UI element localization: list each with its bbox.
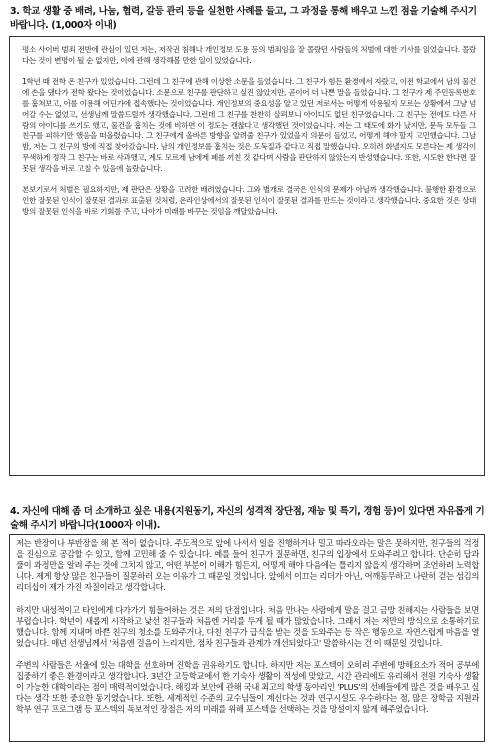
question-4-answer-box xyxy=(9,534,485,742)
question-3-title: 3. 학교 생활 중 배려, 나눔, 협력, 갈등 관리 등을 실천한 사례를 들고, 그 과정을 통해 배우고 느낀 점을 기술해 주시기 바랍니다. (1,000자 이내) xyxy=(10,6,477,31)
q4-paragraph-2: 하지만 내성적이고 타인에게 다가가기 힘들어하는 것은 저의 단점입니다. 처음 만나는 사람에게 말을 걸고 금방 친해지는 사람들을 보면 부럽습니다. 학년이 새롭게 시작하고 낯선 친구들과 처음엔 거리를 두게 될 때가 많았습니다. 그래서 저는 저만의 방식으로 소통하기로 했습니다. 함께 지내며 바쁜 친구의 청소를 도와주거나, 다친 친구가 급식을 받는 것을 도와주는 등 작은 행동으로 자연스럽게 마음을 열었습니다. 매년 선생님께서 '처음엔 걸음이 느리지만, 점차 친구들과 관계가 개선되었다고' 말씀하시는 건 이 때문일 것입니다. xyxy=(16,604,479,648)
q4-paragraph-3: 주변의 사람들은 서울에 있는 대학을 선호하며 진학을 권유하기도 합니다. 하지만 저는 포스텍이 오히려 주변에 방해요소가 적어 공부에 집중하기 좋은 환경이라고 생각합니다. 3년간 고등학교에서 한 기숙사 생활이 적성에 맞았고, 시간 관리에도 유리해서 전원 기숙사 생활이 가능한 대학이라는 점이 매력적이었습니다. 해킹과 보안에 관해 국내 최고의 학생 동아리인 'PLUS'의 선배들에게 많은 것을 배우고 싶다는 생각 또한 중요한 동기였습니다. 또한, 세계적인 수준의 교수님들이 계신다는 것과 연구시설도 우수하다는 점, 많은 장학금 지원과 학부 연구 프로그램 등 포스텍의 독보적인 장점은 저의 미래를 위해 포스텍을 선택하는 것을 망설이지 않게 해주었습니다. xyxy=(16,660,479,715)
question-4-title: 4. 자신에 대해 좀 더 소개하고 싶은 내용(지원동기, 자신의 성격적 장단점, 재능 및 특기, 경험 등)이 있다면 자유롭게 기술해 주시기 바랍니다(1000자 이내). xyxy=(10,506,485,531)
q3-paragraph-2: 1학년 때 전학 온 친구가 있었습니다. 그런데 그 친구에 관해 이상한 소문을 들었습니다. 그 친구가 힘든 환경에서 자랐고, 이전 학교에서 남의 물건에 손을 댔다가 전학 왔다는 것이었습니다. 소문으로 친구를 판단하고 싶진 않았지만, 곧이어 더 나쁜 말을 들었습니다. 그 친구가 제 주민등록번호를 훔쳐보고, 이를 이용해 어딘가에 접속했다는 것이었습니다. 개인정보의 중요성을 알고 있던 저로서는 어떻게 악용될지 모르는 상황에서 그냥 넘어갈 수는 없었고, 선생님께 말씀드릴까 생각했습니다. 그런데 그 친구를 찬찬히 살펴보니 아이디도 없던 친구였습니다. 그 친구는 전에도 다른 사람의 아이디를 쓰기도 했고, 물건을 훔치는 것에 비하면 이 정도는 괜찮다고 생각했던 것이었습니다. 저는 그 태도에 화가 났지만, 문득 모두들 그 친구를 피하기만 했음을 떠올렸습니다. 그 친구에게 올바른 방향을 알려줄 친구가 있었을지 의문이 들었고, 어떻게 해야 할지 고민했습니다. 그날 밤, 저는 그 친구의 방에 직접 찾아갔습니다. 남의 개인정보를 훔치는 것은 도둑질과 같다고 직접 말했습니다. 오히려 화낼지도 모른다는 제 생각이 무색하게 정작 그 친구는 바로 사과했고, 계도 모르게 남에게 폐를 끼친 것 같다며 사람을 판단하지 않았는지 반성했습니다. 또한, 시도한 한다면 잘못된 생각을 바로 고칠 수 있음에 놀랐습니다. xyxy=(22,77,476,173)
q3-paragraph-3: 본보기로서 처벌은 필요하지만, 제 판단은 상황을 고려한 배려였습니다. 그와 별개로 결국은 인식의 문제가 아닐까 생각했습니다. 불행한 환경으로 인한 잘못된 인식이 잘못된 결과로 표출된 것처럼, 온라인상에서의 잘못된 인식이 잘못된 결과를 만드는 것이라고 생각했습니다. 중요한 것은 상대방의 잘못된 인식을 바로 기회를 주고, 나아가 미래를 바꾸는 것임을 깨달았습니다. xyxy=(22,185,476,216)
q4-paragraph-1: 저는 반장이나 부반장을 해 본 적이 없습니다. 주도적으로 앞에 나서서 일을 진행하거나 밀고 따라오라는 말은 못하지만, 친구들의 걱정을 진심으로 공감할 수 있고, 함께 고민해 줄 수 있습니다. 예를 들어 친구가 질문하면, 친구의 입장에서 도와주려고 합니다. 단순히 답과 풀이 과정만을 알려 주는 것에 그치지 않고, 어떤 부분이 이해가 힘든지, 어떻게 해야 다음에는 틀리지 않을지 생각하며 조언하려 노력합니다. 제게 항상 많은 친구들이 질문하러 오는 이유가 그 때문일 것입니다. 앞에서 이끄는 리더가 아닌, 어깨동무하고 나란히 걷는 섬김의 리더십이 제가 가진 자질이라고 생각합니다. xyxy=(16,538,479,593)
q3-paragraph-1: 평소 사이버 범죄 전반에 관심이 있던 저는, 저작권 침해나 개인정보 도용 등의 범죄임을 잘 몰랐던 사람들의 처벌에 대한 기사를 읽었습니다. 몰랐다는 것이 변명이 될 순 없지만, 이에 관해 생각해볼 만한 일이 있었습니다. xyxy=(22,45,476,65)
question-3-answer-box xyxy=(9,36,485,476)
